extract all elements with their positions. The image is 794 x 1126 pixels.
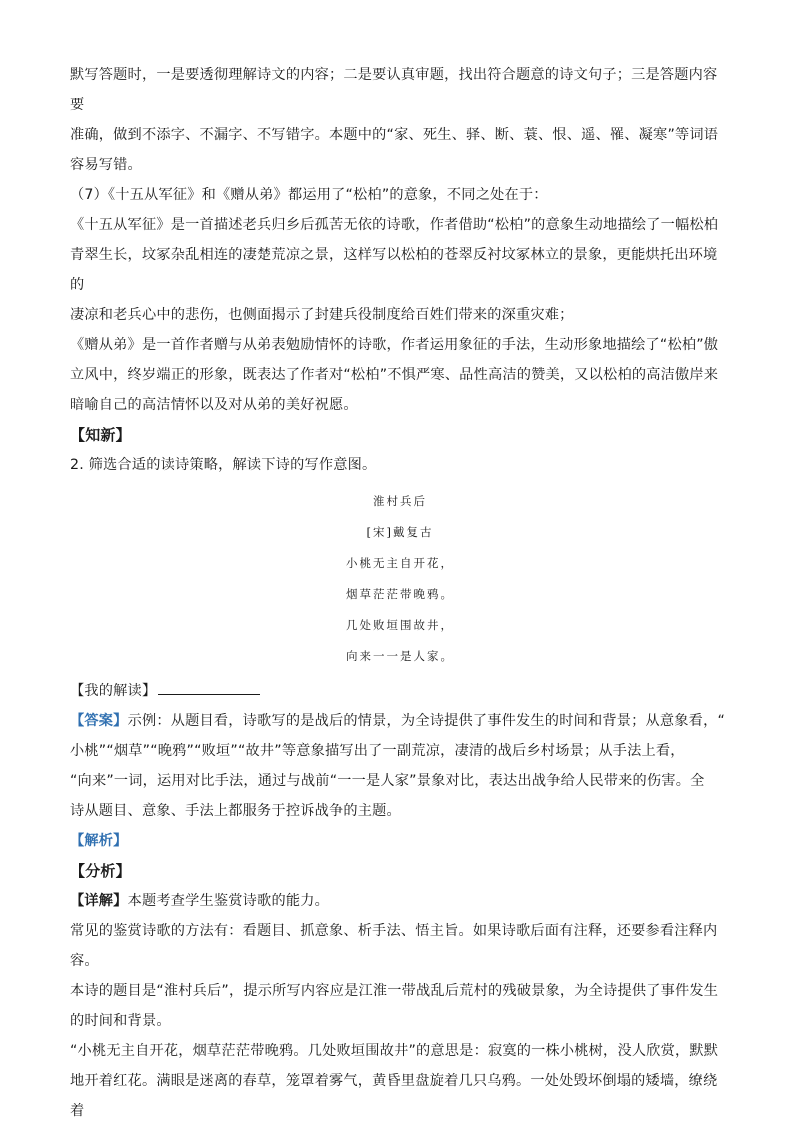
poem-line: 向来一一是人家。 <box>346 649 454 663</box>
explain-line-2: 地开着红花。满眼是迷离的春草，笼罩着雾气，黄昏里盘旋着几只乌鸦。一处处毁坏倒塌的矮墙，缭绕着 <box>70 1073 718 1119</box>
answer-line-1 <box>70 706 730 736</box>
answer-blank[interactable] <box>158 678 260 695</box>
poem-line: 小桃无主自开花， <box>346 556 454 570</box>
q7-para1-line1: 《十五从军征》是一首描述老兵归乡后孤苦无依的诗歌，作者借助“松柏”的意象生动地描绘了一幅松柏 <box>70 217 719 233</box>
answer-tag: 【答案】 <box>70 713 128 729</box>
intro-line-1: 默写答题时，一是要透彻理解诗文的内容；二是要认真审题，找出符合题意的诗文句子；三是答题内容要 <box>70 67 718 113</box>
detail-row <box>70 886 730 916</box>
poem-title: 淮村兵后 <box>373 494 427 508</box>
q7-para2-line3: 暗喻自己的高洁情怀以及对从弟的美好祝愿。 <box>70 397 358 413</box>
intro-line-3: 容易写错。 <box>70 157 142 173</box>
my-reading-row <box>70 676 730 706</box>
answer-text-1: 示例：从题目看，诗歌写的是战后的情景，为全诗提供了事件发生的时间和背景；从意象看，“ <box>127 713 726 729</box>
analysis-tag: 【解析】 <box>70 833 128 849</box>
method-line-3: 的时间和背景。 <box>70 1013 171 1029</box>
detail-tag: 【详解】 <box>70 893 128 909</box>
answer-line-4: 诗从题目、意象、手法上都服务于控诉战争的主题。 <box>70 803 401 819</box>
poem-author: [宋]戴复古 <box>366 525 434 539</box>
answer-line-3: “向来”一词，运用对比手法，通过与战前“一一是人家”景象对比，表达出战争给人民带来的伤害。全 <box>70 773 705 789</box>
q7-heading: （7）《十五从军征》和《赠从弟》都运用了“松柏”的意象，不同之处在于： <box>70 187 548 203</box>
question-2-stem: 2. 筛选合适的读诗策略，解读下诗的写作意图。 <box>70 457 377 473</box>
section-heading-new: 【知新】 <box>70 426 131 444</box>
q7-para1-line2: 青翠生长，坟冢杂乱相连的凄楚荒凉之景，这样写以松柏的苍翠反衬坟冢林立的景象，更能烘托出环境的 <box>70 247 718 293</box>
poem-block <box>70 486 730 672</box>
q7-para2-line1: 《赠从弟》是一首作者赠与从弟表勉励情怀的诗歌，作者运用象征的手法，生动形象地描绘了“松柏”傲 <box>70 337 719 353</box>
method-line-2: 本诗的题目是“淮村兵后”，提示所写内容应是江淮一带战乱后荒村的残破景象，为全诗提供了事件发生 <box>70 983 719 999</box>
fenxi-tag: 【分析】 <box>70 862 131 880</box>
q7-para2-line2: 立风中，终岁端正的形象，既表达了作者对“松柏”不惧严寒、品性高洁的赞美，又以松柏的高洁傲岸来 <box>70 367 719 383</box>
poem-line: 烟草茫茫带晚鸦。 <box>346 587 454 601</box>
answer-line-2: 小桃”“烟草”“晚鸦”“败垣”“故井”等意象描写出了一副荒凉，凄清的战后乡村场景；从手法上看， <box>70 743 685 759</box>
intro-line-2: 准确，做到不添字、不漏字、不写错字。本题中的“家、死生、驿、断、蓑、恨、遥、罹、凝寒”等词语 <box>70 127 719 143</box>
my-reading-label: 【我的解读】 <box>70 683 157 699</box>
detail-text: 本题考查学生鉴赏诗歌的能力。 <box>127 893 329 909</box>
q7-para1-line3: 凄凉和老兵心中的悲伤，也侧面揭示了封建兵役制度给百姓们带来的深重灾难； <box>70 307 574 323</box>
explain-line-1: “小桃无主自开花，烟草茫茫带晚鸦。几处败垣围故井”的意思是：寂寞的一株小桃树，没人欣赏，默默 <box>70 1043 719 1059</box>
method-line-1: 常见的鉴赏诗歌的方法有：看题目、抓意象、析手法、悟主旨。如果诗歌后面有注释，还要参看注释内容。 <box>70 923 718 969</box>
document-page <box>70 60 730 1126</box>
poem-line: 几处败垣围故井， <box>346 618 454 632</box>
